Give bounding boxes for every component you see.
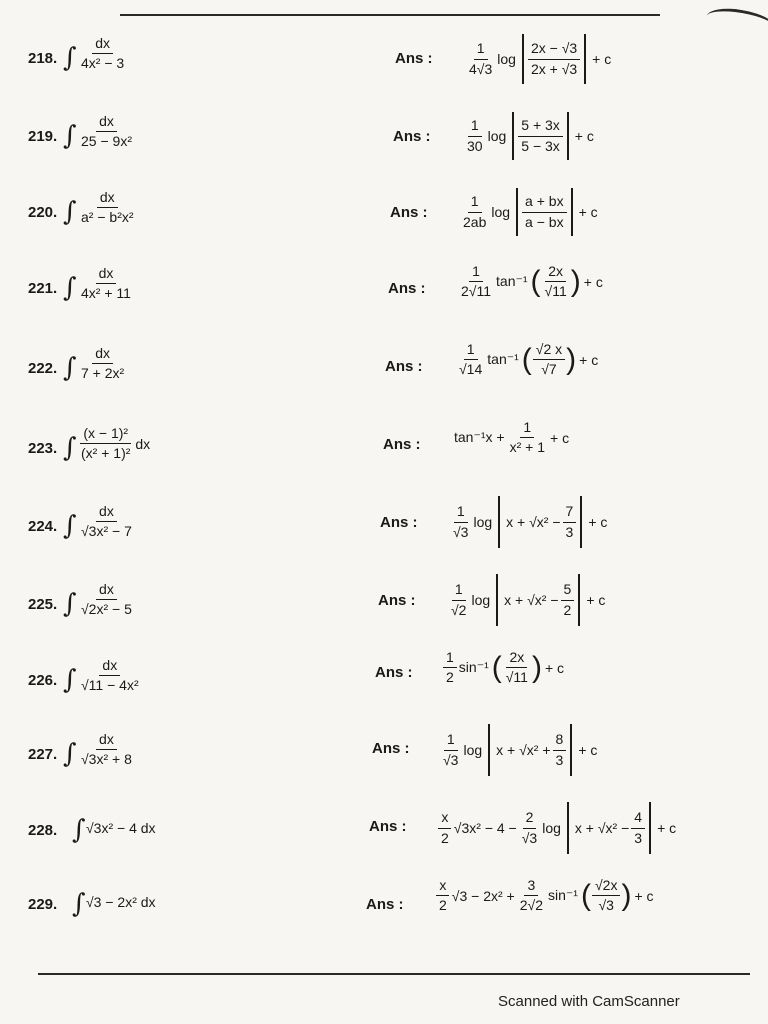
answer-arg-num: 2x xyxy=(545,264,566,282)
answer-label: Ans : xyxy=(390,204,428,221)
integrand-numerator: (x − 1)² xyxy=(80,426,131,444)
answer-function: log xyxy=(471,592,491,608)
answer-inner-den: 3 xyxy=(555,751,564,768)
integral-sign: ∫ xyxy=(63,433,77,463)
problem-number: 218. xyxy=(28,50,58,67)
answer-inner-den: 3 xyxy=(634,829,643,846)
integral-sign: ∫ xyxy=(63,43,77,73)
problem-226 xyxy=(0,650,768,720)
answer-function: log xyxy=(491,204,511,220)
answer-coef-den: x² + 1 xyxy=(509,439,545,456)
answer-arg-den: 5 − 3x xyxy=(521,137,560,154)
answer-coef2-den: √3 xyxy=(521,829,538,846)
answer-coef-num: 1 xyxy=(469,264,483,282)
answer-inner: x + √x² + xyxy=(496,742,551,758)
integrand xyxy=(78,346,127,382)
answer-constant: + c xyxy=(657,820,677,836)
answer-coef-num: 1 xyxy=(520,420,534,438)
problem-number: 229. xyxy=(28,896,58,913)
integral-sign: ∫ xyxy=(63,665,77,695)
answer-inner-num: 7 xyxy=(563,504,577,522)
integrand-denominator: 7 + 2x² xyxy=(81,365,125,382)
integrand-denominator: (x² + 1)² xyxy=(81,445,131,462)
answer xyxy=(450,496,609,548)
answer-coef-num: 1 xyxy=(454,504,468,522)
integrand: √3x² − 4 dx xyxy=(86,820,156,836)
problem-number: 227. xyxy=(28,746,58,763)
answer-label: Ans : xyxy=(388,280,426,297)
answer-coef-den: 2ab xyxy=(463,213,487,230)
problem-229 xyxy=(0,878,768,948)
answer-function: log xyxy=(497,51,516,67)
answer: $\frac{1}{2}$ sin⁻¹ ( $\frac{2x}{√11}$ ) + c xyxy=(443,650,566,686)
answer-inner: x + √x² − xyxy=(506,514,561,530)
problem-number: 220. xyxy=(28,204,58,221)
answer-prefix: tan⁻¹x + xyxy=(454,429,505,446)
answer-coef-den: 30 xyxy=(467,137,483,154)
problem-219 xyxy=(0,110,768,180)
problem-number: 226. xyxy=(28,672,58,689)
answer: $\frac{1}{√14}$ tan⁻¹ ( $\frac{√2 x}{√7}$ ) + c xyxy=(456,342,600,378)
answer-coef-den: 4√3 xyxy=(469,60,493,77)
answer-label: Ans : xyxy=(375,664,413,681)
answer-arg-den: 2x + √3 xyxy=(530,60,578,77)
problem-number: 224. xyxy=(28,518,58,535)
integral-sign: ∫ xyxy=(63,121,77,151)
integrand-denominator: 4x² − 3 xyxy=(81,55,125,72)
integrand-denominator: √3x² + 8 xyxy=(81,751,132,768)
answer-constant: + c xyxy=(544,659,565,676)
answer-label: Ans : xyxy=(380,514,418,531)
problem-number: 225. xyxy=(28,596,58,613)
integrand xyxy=(78,36,127,72)
problem-224 xyxy=(0,496,768,566)
answer: $\frac{x}{2}$ √3 − 2x² + $\frac{3}{2√2}$ sin⁻¹ ( $\frac{√2x}{√3}$ ) + c xyxy=(436,878,656,914)
answer-arg-num: √2x xyxy=(592,878,620,896)
integrand-denominator: a² − b²x² xyxy=(81,209,134,226)
answer-constant: + c xyxy=(583,273,603,290)
answer-coef-num: 1 xyxy=(468,194,482,212)
answer-label: Ans : xyxy=(383,436,421,453)
answer-constant: + c xyxy=(592,51,612,67)
answer-coef-num: 1 xyxy=(443,650,457,668)
integral-sign: ∫ xyxy=(63,197,77,227)
answer-arg-num: 2x − √3 xyxy=(528,41,580,59)
problem-222 xyxy=(0,340,768,410)
answer-coef2-num: 3 xyxy=(524,878,538,896)
answer xyxy=(460,188,600,236)
integrand: √3 − 2x² dx xyxy=(86,894,156,910)
integral-sign: ∫ xyxy=(72,815,86,845)
answer-constant: + c xyxy=(579,351,599,368)
answer-coef-num: x xyxy=(438,810,451,828)
problem-number: 223. xyxy=(28,440,58,457)
problem-number: 221. xyxy=(28,280,58,297)
answer-function: log xyxy=(463,742,483,758)
answer-label: Ans : xyxy=(369,818,407,835)
answer-label: Ans : xyxy=(378,592,416,609)
answer-coef-num: 1 xyxy=(474,41,488,59)
answer-inner-num: 8 xyxy=(553,732,567,750)
answer-coef-num: 1 xyxy=(452,582,466,600)
answer-coef2-num: 2 xyxy=(523,810,537,828)
integrand-numerator: dx xyxy=(97,190,118,208)
answer-arg-num: 5 + 3x xyxy=(518,118,563,136)
answer-constant: + c xyxy=(634,887,654,904)
answer-inner: x + √x² − xyxy=(504,592,559,608)
answer-label: Ans : xyxy=(372,740,410,757)
answer-function: sin⁻¹ xyxy=(548,887,578,904)
integrand xyxy=(78,504,135,540)
integrand xyxy=(78,426,152,462)
integrand-differential: dx xyxy=(135,435,151,452)
integrand-denominator: √3x² − 7 xyxy=(81,523,132,540)
integrand-denominator: √2x² − 5 xyxy=(81,601,132,618)
problem-number: 222. xyxy=(28,360,58,377)
integrand xyxy=(78,582,135,618)
answer-coef-num: 1 xyxy=(464,342,478,360)
problem-number: 219. xyxy=(28,128,58,145)
integrand xyxy=(78,732,135,768)
integrand-denominator: √11 − 4x² xyxy=(81,677,139,694)
problem-220 xyxy=(0,186,768,256)
answer-arg-den: a − bx xyxy=(525,213,564,230)
answer-inner-den: 2 xyxy=(563,601,572,618)
answer-coef-num: 1 xyxy=(468,118,482,136)
top-rule xyxy=(120,14,660,16)
integrand-numerator: dx xyxy=(92,36,113,54)
integrand-numerator: dx xyxy=(96,266,117,284)
problem-221 xyxy=(0,262,768,332)
problem-227 xyxy=(0,724,768,794)
integral-sign: ∫ xyxy=(63,273,77,303)
answer-arg-den: √3 xyxy=(598,897,614,914)
answer-function: log xyxy=(473,514,493,530)
answer-arg-den: √11 xyxy=(544,283,567,300)
answer xyxy=(464,112,596,160)
answer-middle: √3x² − 4 − xyxy=(453,820,517,836)
answer-arg-num: 2x xyxy=(506,650,527,668)
answer-coef-den: 2 xyxy=(441,829,449,846)
integrand-numerator: dx xyxy=(99,658,120,676)
integrand xyxy=(78,190,137,226)
answer xyxy=(452,420,571,456)
problem-218 xyxy=(0,32,768,102)
integral-sign: ∫ xyxy=(63,511,77,541)
answer-function: sin⁻¹ xyxy=(458,659,489,676)
answer-inner-den: 3 xyxy=(565,523,574,540)
integral-sign: ∫ xyxy=(63,589,77,619)
answer-constant: + c xyxy=(550,429,570,446)
answer-function: tan⁻¹ xyxy=(487,351,519,368)
integrand-denominator: 25 − 9x² xyxy=(81,133,132,150)
answer-coef-den: 2 xyxy=(439,897,447,914)
answer-arg-num: √2 x xyxy=(533,342,565,360)
integrand xyxy=(78,266,134,302)
answer xyxy=(448,574,607,626)
answer-constant: + c xyxy=(578,742,598,758)
problem-223 xyxy=(0,418,768,488)
scanner-watermark: Scanned with CamScanner xyxy=(498,993,680,1010)
answer: $\frac{1}{2√11}$ tan⁻¹ ( $\frac{2x}{√11}$ ) + c xyxy=(458,264,605,300)
answer-function: log xyxy=(487,128,507,144)
answer-inner: x + √x² − xyxy=(574,820,630,836)
answer-label: Ans : xyxy=(393,128,431,145)
answer xyxy=(466,34,613,84)
answer-arg-den: √11 xyxy=(505,669,528,686)
answer-coef-den: √3 xyxy=(443,751,459,768)
answer-arg-num: a + bx xyxy=(522,194,567,212)
integrand-numerator: dx xyxy=(96,582,117,600)
integrand xyxy=(78,114,135,150)
answer-function: log xyxy=(542,820,561,836)
answer-inner-num: 4 xyxy=(631,810,645,828)
integrand-numerator: dx xyxy=(96,504,117,522)
answer-inner-num: 5 xyxy=(561,582,575,600)
integrand xyxy=(78,658,142,694)
answer-middle: √3 − 2x² + xyxy=(451,887,515,904)
problem-225 xyxy=(0,574,768,644)
answer-arg-den: √7 xyxy=(541,361,557,378)
integrand-numerator: dx xyxy=(96,732,117,750)
answer-coef-den: √3 xyxy=(453,523,469,540)
integrand-numerator: dx xyxy=(92,346,113,364)
answer-label: Ans : xyxy=(395,50,433,67)
answer-coef-den: 2√11 xyxy=(461,283,492,300)
problem-number: 228. xyxy=(28,822,58,839)
answer-constant: + c xyxy=(574,128,594,144)
answer-coef-den: √14 xyxy=(459,361,483,378)
answer xyxy=(440,724,599,776)
integral-sign: ∫ xyxy=(72,889,86,919)
answer-coef2-den: 2√2 xyxy=(519,897,544,914)
answer-coef-num: 1 xyxy=(444,732,458,750)
answer-coef-den: 2 xyxy=(446,669,454,686)
integral-sign: ∫ xyxy=(63,353,77,383)
integral-sign: ∫ xyxy=(63,739,77,769)
answer xyxy=(438,802,678,854)
answer-constant: + c xyxy=(578,204,598,220)
answer-constant: + c xyxy=(586,592,606,608)
integrand-denominator: 4x² + 11 xyxy=(81,285,131,302)
bottom-rule xyxy=(38,973,750,975)
answer-label: Ans : xyxy=(385,358,423,375)
answer-constant: + c xyxy=(588,514,608,530)
answer-function: tan⁻¹ xyxy=(496,273,528,290)
answer-coef-num: x xyxy=(436,878,449,896)
integrand-numerator: dx xyxy=(96,114,117,132)
answer-coef-den: √2 xyxy=(451,601,467,618)
problem-228 xyxy=(0,802,768,872)
answer-label: Ans : xyxy=(366,896,404,913)
